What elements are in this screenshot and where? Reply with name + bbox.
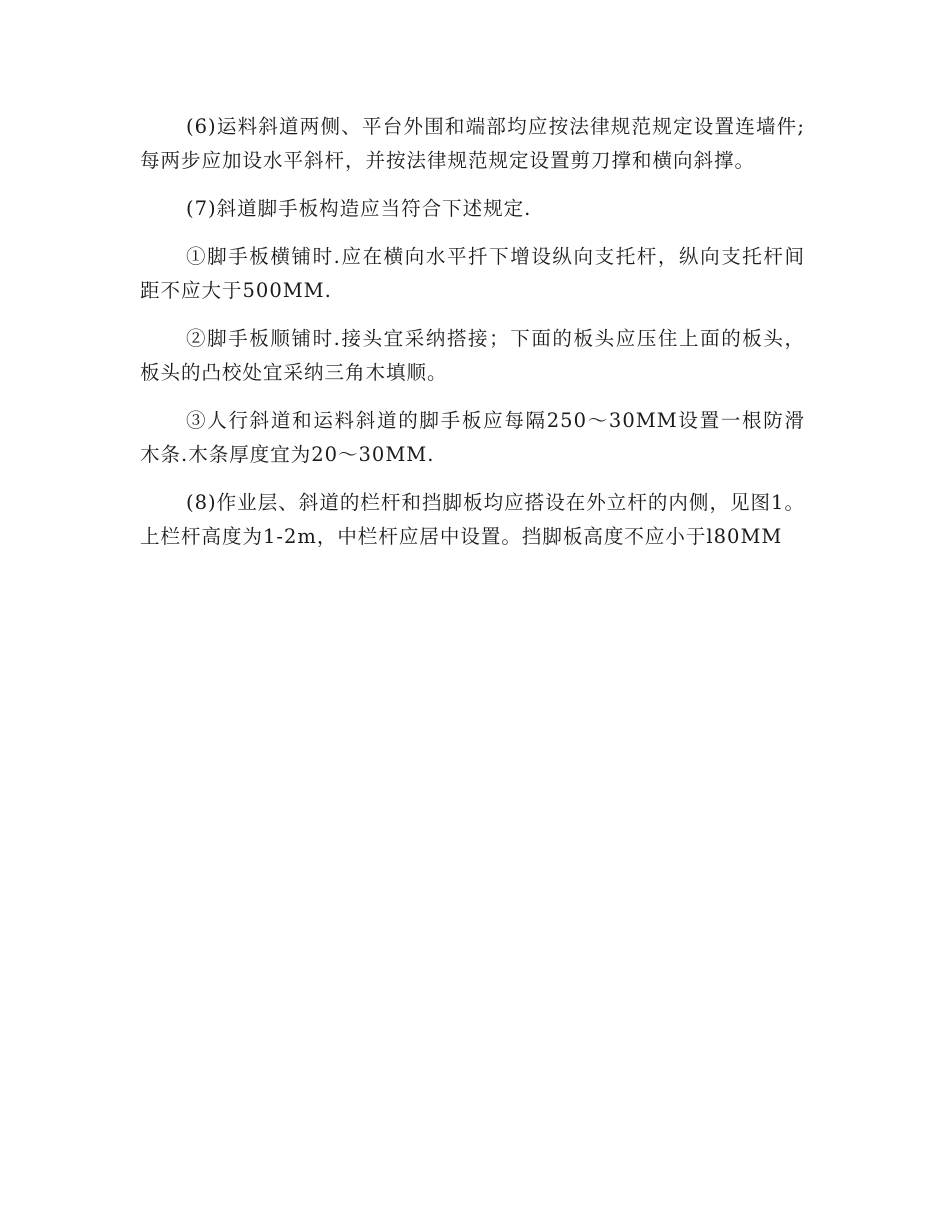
paragraph-8: (8)作业层、斜道的栏杆和挡脚板均应搭设在外立杆的内侧，见图1。上栏杆高度为1-2m，中栏杆应居中设置。挡脚板高度不应小于l80MM: [140, 491, 805, 548]
paragraph-7-item-1: ①脚手板横铺时.应在横向水平扦下增设纵向支托杆，纵向支托杆间距不应大于500MM.: [140, 245, 805, 302]
paragraph-6: (6)运料斜道两侧、平台外围和端部均应按法律规范规定设置连墙件;每两步应加设水平斜杆，并按法律规范规定设置剪刀撑和横向斜撑。: [140, 115, 805, 172]
paragraph-7: (7)斜道脚手板构造应当符合下述规定.: [186, 197, 532, 220]
paragraph-7-item-3: ③人行斜道和运料斜道的脚手板应每隔250～30MM设置一根防滑木条.木条厚度宜为20～30MM.: [140, 409, 805, 466]
paragraph-7-item-2: ②脚手板顺铺时.接头宜采纳搭接；下面的板头应压住上面的板头，板头的凸校处宜采纳三角木填顺。: [140, 327, 805, 384]
document-body: [140, 110, 805, 568]
